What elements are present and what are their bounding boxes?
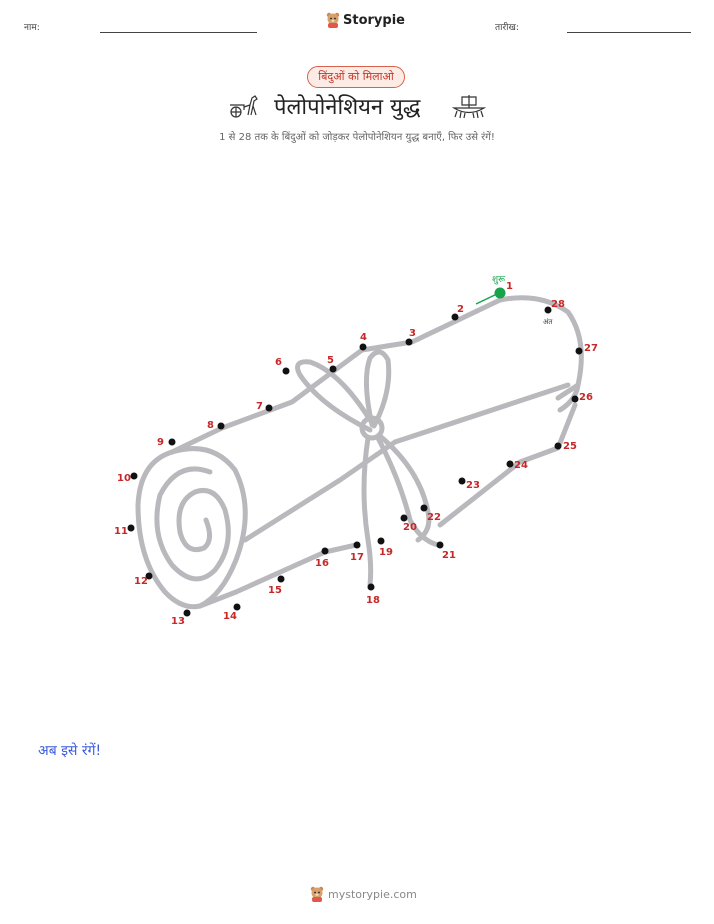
dot-4[interactable] — [360, 344, 367, 351]
dot-number-17: 17 — [350, 552, 364, 563]
dot-number-13: 13 — [171, 616, 185, 627]
dot-number-21: 21 — [442, 550, 456, 561]
dot-number-24: 24 — [514, 460, 528, 471]
dot-number-11: 11 — [114, 526, 128, 537]
dot-number-22: 22 — [427, 512, 441, 523]
dot-5[interactable] — [330, 366, 337, 373]
dot-24[interactable] — [507, 461, 514, 468]
dot-number-27: 27 — [584, 343, 598, 354]
brand-name: Storypie — [343, 12, 405, 28]
dot-9[interactable] — [169, 439, 176, 446]
dot-number-5: 5 — [327, 355, 334, 366]
dot-20[interactable] — [401, 515, 408, 522]
dot-14[interactable] — [234, 604, 241, 611]
date-label: तारीख: — [495, 23, 519, 33]
dot-10[interactable] — [131, 473, 138, 480]
dot-number-6: 6 — [275, 357, 282, 368]
dot-number-19: 19 — [379, 547, 393, 558]
dot-number-9: 9 — [157, 437, 164, 448]
footer-url: mystorypie.com — [328, 887, 417, 901]
instructions: 1 से 28 तक के बिंदुओं को जोड़कर पेलोपोनेशियन युद्ध बनाएँ, फिर उसे रंगें! — [219, 132, 495, 143]
dot-number-20: 20 — [403, 522, 417, 533]
dot-22[interactable] — [421, 505, 428, 512]
dot-number-28: 28 — [551, 299, 565, 310]
dot-number-1: 1 — [506, 281, 513, 292]
start-label: शुरू — [492, 275, 506, 285]
dot-number-15: 15 — [268, 585, 282, 596]
dot-number-14: 14 — [223, 611, 237, 622]
dot-23[interactable] — [459, 478, 466, 485]
dot-16[interactable] — [322, 548, 329, 555]
dot-17[interactable] — [354, 542, 361, 549]
dot-6[interactable] — [283, 368, 290, 375]
end-label: अंत — [543, 318, 553, 326]
dot-number-23: 23 — [466, 480, 480, 491]
dot-number-8: 8 — [207, 420, 214, 431]
dot-19[interactable] — [378, 538, 385, 545]
footer — [310, 886, 417, 902]
dot-number-2: 2 — [457, 304, 464, 315]
dot-number-3: 3 — [409, 328, 416, 339]
dot-27[interactable] — [576, 348, 583, 355]
dot-15[interactable] — [278, 576, 285, 583]
page-title: पेलोपोनेशियन युद्ध — [274, 95, 421, 120]
dot-number-18: 18 — [366, 595, 380, 606]
dot-11[interactable] — [128, 525, 135, 532]
dot-1[interactable] — [495, 288, 506, 299]
dot-7[interactable] — [266, 405, 273, 412]
dot-number-4: 4 — [360, 332, 367, 343]
dot-8[interactable] — [218, 423, 225, 430]
dot-number-26: 26 — [579, 392, 593, 403]
dot-25[interactable] — [555, 443, 562, 450]
dot-number-16: 16 — [315, 558, 329, 569]
dot-3[interactable] — [406, 339, 413, 346]
color-it-heading: अब इसे रंगें! — [38, 743, 102, 759]
dot-21[interactable] — [437, 542, 444, 549]
name-label: नाम: — [24, 23, 40, 33]
dot-26[interactable] — [572, 396, 579, 403]
activity-badge: बिंदुओं को मिलाओ — [307, 66, 405, 88]
dot-number-7: 7 — [256, 401, 263, 412]
dot-18[interactable] — [368, 584, 375, 591]
dot-number-10: 10 — [117, 473, 131, 484]
dot-number-25: 25 — [563, 441, 577, 452]
bear-mascot-icon — [310, 886, 324, 902]
dot-number-12: 12 — [134, 576, 148, 587]
